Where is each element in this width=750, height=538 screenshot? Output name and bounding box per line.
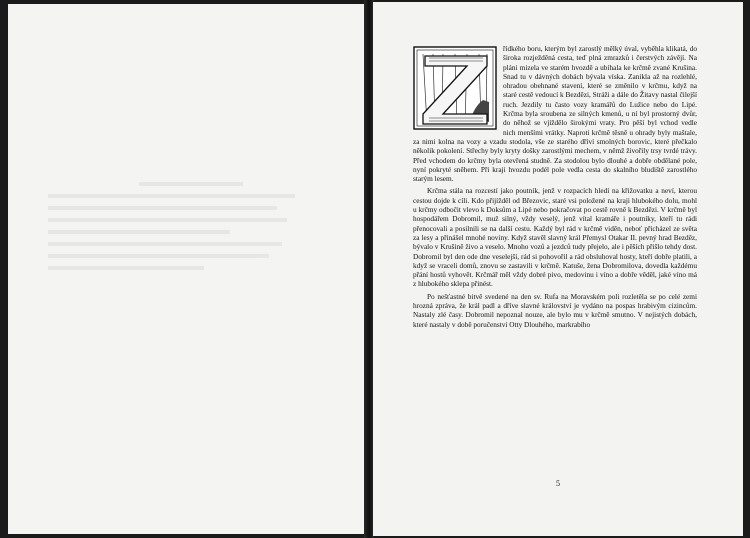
- page-number: 5: [556, 479, 560, 488]
- paragraph-2: Krčma stála na rozcestí jako poutník, jenž v rozpacích hledí na křižovatku a neví, kterou cestou dojde k cíli. Kdo přijížděl od Březovic, staré vsi položené na kraji hlubokého dolu, mohl u krčmy odbočit vlevo k Doksům a Lipé nebo pokračovat po cestě rovně k Bezdězi. V krčmě byl hospodářem Dobromil, muž silný, vždy veselý, jenž vítal kramáře i poutníky, kteří tu rádi přenocovali a posilnili se na další cestu. Každý byl rád v krčmě viděn, neboť přicházel ze světa za lesy a přinášel mnohé noviny. Když stavěl slavný král Přemysl Otakar II. pevný hrad Bezděz, bývalo v Krušině živo a veselo. Mnoho vozů a jezdců tudy přejelo, ale i pěších přišlo tehdy dost. Dobromil byl den ode dne veselejší, rád si pohovořil a rád obsluhoval hosty, kteří dobře platili, a když se vraceli domů, znovu se zastavili v krčmě. Katuše, žena Dobromilova, dovedla každému přání hostů vyhovět. Krčmář měl vždy dobré pivo, medovinu i víno a dobře věděl, jaké víno má z hlubokého sklepa přinést.: [413, 186, 697, 289]
- paragraph-1: [413, 44, 697, 183]
- body-text: [413, 44, 697, 329]
- right-page: [373, 2, 743, 536]
- dropcap-z-icon: [413, 46, 497, 130]
- paragraph-1-text: řídkého boru, kterým byl zarostlý mělký úval, vyběhla klikatá, do široka rozježděná cesta, teď plná zmrazků i čerstvých závějí. Na pláni mizela ve starém hvozdě a ubíhala ke krčmě zvané Krušina. Snad tu v dávných dobách bývala víska. Zanikla až na rozlehlé, ohradou obehnané stavení, které se změnilo v krčmu, když na staré cestě vedoucí k Bezdězi, Stráži a dále do Žitavy nastal čilejší ruch. Jezdily tu často vozy kramářů do Lužice nebo do Lipé. Krčma byla sroubena ze silných kmenů, u ní byl prostorný dvůr, do něhož se vjíždělo širokými vraty. Pro pěší byl vchod vedle nich menšími vrátky. Naproti krčmě těsně u ohrady byly maštale, za nimi kolna na vozy a vzadu stodola, vše ze starého dříví smolných borovic, které přečkalo několik pokolení. Střechy byly kryty došky zarostlými mechem, v němž živořily trsy tvrdé trávy. Před vchodem do krčmy byla otevřená studně. Za stodolou bylo dlouhé a dobře obdělané pole, nyní pokryté sněhem. Při kraji hvozdu podél pole vedla cesta do skalního bludiště zarostlého starým lesem.: [413, 44, 697, 184]
- paragraph-3: Po nešťastné bitvě svedené na den sv. Rufa na Moravském poli rozletěla se po celé zemi hrozná zpráva, že král padl a dříve slavné království je vydáno na pospas hrabivým cizincům. Nastaly zlé časy. Dobromil nepoznal nouze, ale bylo mu v krčmě smutno. V nejistých dobách, které nastaly v době poručenství Otty Dlouhého, markrabího: [413, 291, 697, 329]
- show-through-text: [48, 174, 308, 434]
- left-page: [8, 4, 366, 534]
